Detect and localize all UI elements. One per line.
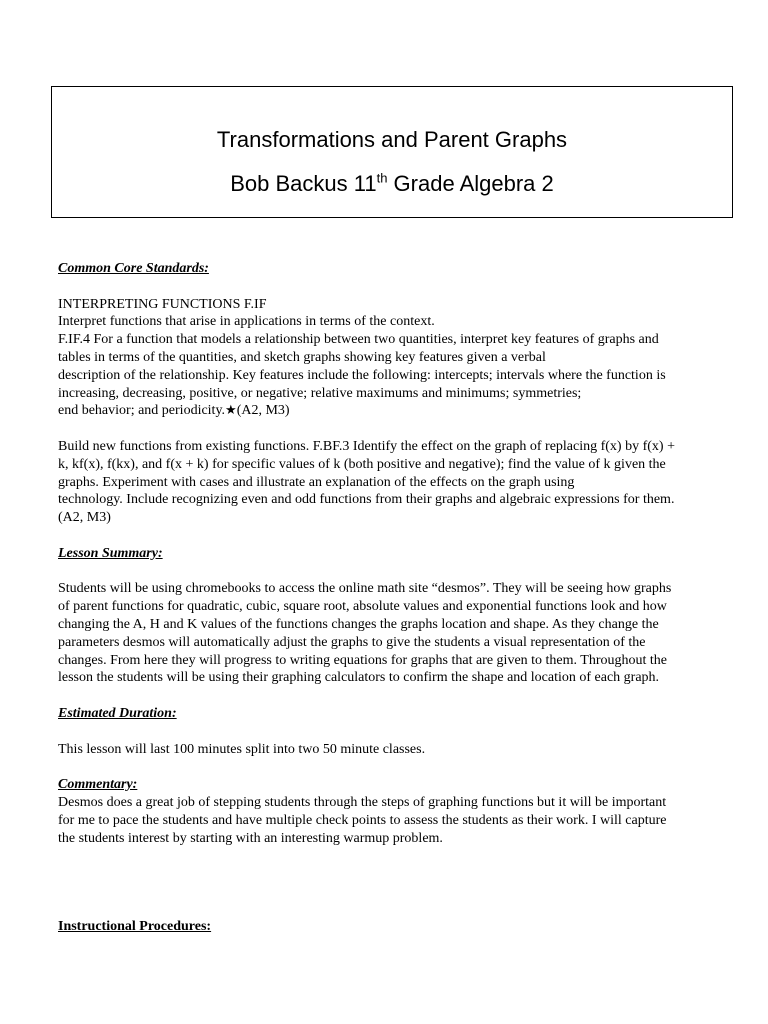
summary-text: parameters desmos will automatically adjust the graphs to give the students a visual representation of the	[58, 634, 646, 650]
summary-text: Students will be using chromebooks to access the online math site “desmos”. They will be seeing how graphs	[58, 581, 672, 597]
document-subtitle	[52, 171, 732, 197]
standards-text: description of the relationship. Key features include the following: intercepts; intervals where the function is	[58, 367, 666, 383]
summary-text: of parent functions for quadratic, cubic, square root, absolute values and exponential functions look and how	[58, 599, 667, 615]
build-functions-text: k, kf(x), f(kx), and f(x + k) for specific values of k (both positive and negative); find the value of k given the	[58, 456, 666, 472]
standards-text: increasing, decreasing, positive, or negative; relative maximums and minimums; symmetries;	[58, 385, 582, 401]
build-functions-text: graphs. Experiment with cases and illustrate an explanation of the effects on the graph using	[58, 474, 575, 490]
build-functions-text: technology. Include recognizing even and odd functions from their graphs and algebraic expressions for them.	[58, 492, 675, 508]
procedures-heading: Instructional Procedures:	[58, 919, 212, 935]
star-icon: ★	[225, 403, 237, 419]
commentary-text: the students interest by starting with an interesting warmup problem.	[58, 830, 443, 846]
subtitle-prefix: Bob Backus 11	[230, 171, 377, 196]
standards-text: F.IF.4 For a function that models a relationship between two quantities, interpret key features of graphs and	[58, 332, 659, 348]
commentary-heading: Commentary:	[58, 777, 138, 793]
standards-text	[58, 402, 730, 420]
build-functions-text: (A2, M3)	[58, 510, 111, 526]
standards-heading: Common Core Standards:	[58, 261, 209, 276]
standards-text: INTERPRETING FUNCTIONS F.IF	[58, 296, 267, 312]
standards-text-end: end behavior; and periodicity.	[58, 403, 226, 419]
duration-text: This lesson will last 100 minutes split into two 50 minute classes.	[58, 741, 426, 757]
standards-text: tables in terms of the quantities, and sketch graphs showing key features given a verbal	[58, 349, 546, 365]
summary-text: changes. From here they will progress to writing equations for graphs that are given to them. Throughout the	[58, 652, 667, 668]
subtitle-superscript: th	[376, 170, 388, 186]
summary-text: changing the A, H and K values of the functions changes the graphs location and shape. As they change the	[58, 616, 659, 632]
subtitle-suffix: Grade Algebra 2	[387, 171, 554, 196]
standards-code: (A2, M3)	[236, 403, 290, 419]
summary-text: lesson the students will be using their graphing calculators to confirm the shape and location of each graph.	[58, 670, 660, 686]
title-box	[51, 86, 733, 218]
document-title: Transformations and Parent Graphs	[216, 127, 568, 152]
build-functions-text: Build new functions from existing functions. F.BF.3 Identify the effect on the graph of replacing f(x) by f(x) +	[58, 438, 675, 454]
document-body	[58, 260, 730, 936]
commentary-text: Desmos does a great job of stepping students through the steps of graphing functions but it will be important	[58, 794, 667, 810]
commentary-text: for me to pace the students and have multiple check points to assess the students as their work. I will capture	[58, 812, 667, 828]
summary-heading: Lesson Summary:	[58, 545, 163, 561]
duration-heading: Estimated Duration:	[58, 705, 177, 721]
standards-text: Interpret functions that arise in applications in terms of the context.	[58, 314, 435, 330]
